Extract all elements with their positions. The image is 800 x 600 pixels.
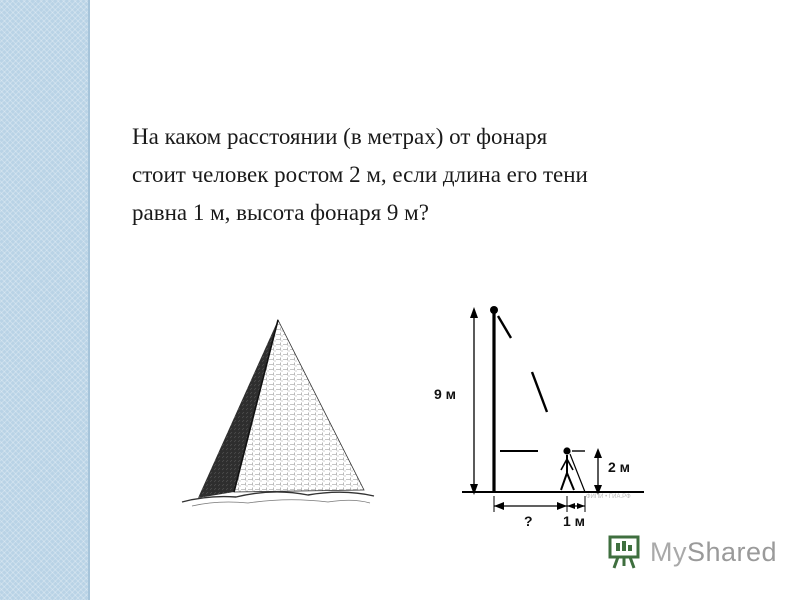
problem-text-line-2: стоит человек ростом 2 м, если длина его тени bbox=[132, 162, 588, 187]
problem-text-line-1: На каком расстоянии (в метрах) от фонаря bbox=[132, 124, 548, 149]
problem-text-line-3: равна 1 м, высота фонаря 9 м? bbox=[132, 200, 429, 225]
logo-wordmark: MyShared bbox=[650, 536, 778, 567]
lamp-height-label: 9 м bbox=[434, 386, 457, 402]
shadow-length-label: 1 м bbox=[563, 513, 586, 529]
person-height-label: 2 м bbox=[608, 459, 631, 475]
watermark-text: ФИПИ • ГИА.РФ bbox=[586, 494, 631, 500]
light-ray-dash bbox=[532, 372, 547, 412]
unknown-distance-label: ? bbox=[524, 513, 533, 529]
myshared-logo bbox=[606, 534, 777, 570]
lamp-shadow-diagram bbox=[420, 296, 660, 534]
person-figure bbox=[561, 447, 574, 490]
pyramid-illustration bbox=[178, 312, 378, 508]
lamp-light bbox=[490, 306, 498, 314]
presentation-board-icon bbox=[606, 534, 642, 570]
decorative-side-strip bbox=[0, 0, 90, 600]
problem-text bbox=[132, 118, 772, 232]
light-ray-dash bbox=[498, 316, 511, 338]
